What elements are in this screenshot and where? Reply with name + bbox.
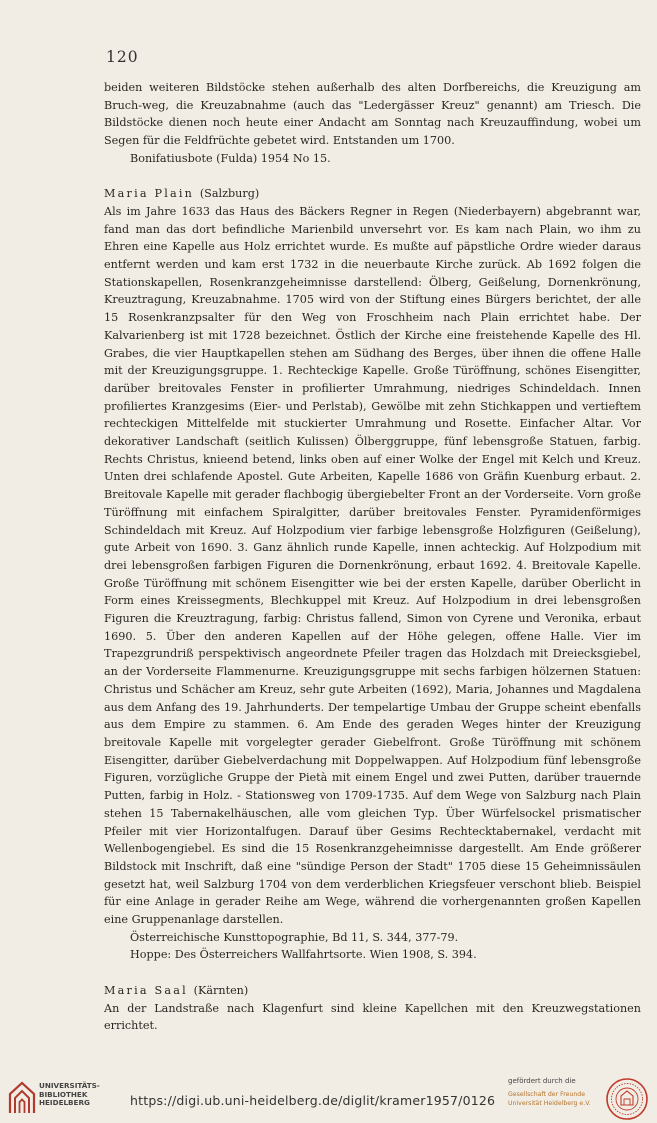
reference-line: Bonifatiusbote (Fulda) 1954 No 15. <box>130 151 331 165</box>
body-paragraph: Als im Jahre 1633 das Haus des Bäckers Regner in Regen (Niederbayern) abgebrannt war, fand man das dort befindliche Marienbild unversehrt vor. Es kam nach Plain, wo ihm zu Ehren eine Kapelle aus Holz errichtet wurde. Es mußte auf päpstliche Ordre wieder daraus entfernt werden und kam erst 1732 in die neuerbaute Kirche zurück. Ab 1692 folgen die Stationskapellen, Rosenkranzgeheimnisse darstellend: Ölberg, Geißelung, Dornenkrönung, Kreuztragung, Kreuzabnahme. 1705 wird von der Stiftung eines Bürgers berichtet, der alle 15 Rosenkranzpsalter für den Weg von Froschheim nach Plain errichtet habe. Der Kalvarienberg ist mit 1728 bezeichnet. Östlich der Kirche eine freistehende Kapelle des Hl. Grabes, die vier Hauptkapellen stehen am Südhang des Berges, über ihnen die offene Halle mit der Kreuzigungsgruppe. 1. Rechteckige Kapelle. Große Türöffnung, schönes Eisengitter, darüber breitovales Fenster in profilierter Umrahmung, niedriges Schindeldach. Innen profiliertes Kranzgesims (Eier- und Perlstab), Gewölbe mit zehn Stichkappen und vertieftem rechteckigen Mittelfelde mit stuckierter Umrahmung und Rosette. Einfacher Altar. Vor dekorativer Landschaft (seitlich Kulissen) Ölberggruppe, fünf lebensgroße Statuen, farbig. Rechts Christus, knieend betend, links oben auf einer Wolke der Engel mit Kelch und Kreuz. Unten drei schlafende Apostel. Gute Arbeiten, Kapelle 1686 von Gräfin Kuenburg erbaut. 2. Breitovale Kapelle mit gerader flachbogig übergiebelter Front an der Vorderseite. Vorn große Türöffnung mit einfachem Spiralgitter, darüber breitovales Fenster. Pyramidenförmiges Schindeldach mit Kreuz. Auf Holzpodium vier farbige lebensgroße Holzfiguren (Geißelung), gute Arbeit von 1690. 3. Ganz ähnlich runde Kapelle, innen achteckig. Auf Holzpodium mit drei lebensgroßen farbigen Figuren die Dornenkrönung, erbaut 1692. 4. Breitovale Kapelle. Große Türöffnung mit schönem Eisengitter wie bei der ersten Kapelle, darüber Oberlicht in Form eines Kreissegments, Blechkuppel mit Kreuz. Auf Holzpodium in drei lebensgroßen Figuren die Kreuztragung, farbig: Christus fallend, Simon von Cyrene und Veronika, erbaut 1690. 5. Über den anderen Kapellen auf der Höhe gelegen, offene Halle. Vier im Trapezgrundriß perspektivisch angeordnete Pfeiler tragen das Holzdach mit Dreiecksgiebel, an der Vorderseite Flammenurne. Kreuzigungsgruppe mit sechs farbigen hölzernen Statuen: Christus und Schächer am Kreuz, sehr gute Arbeiten (1692), Maria, Johannes und Magdalena aus dem Anfang des 19. Jahrhunderts. Der tempelartige Umbau der Gruppe scheint ebenfalls aus dem Empire zu stammen. 6. Am Ende des geraden Weges hinter der Kreuzigung breitovale Kapelle mit vorgelegter gerader Giebelfront. Große Türöffnung mit schönem Eisengitter, darüber Giebelverdachung mit Doppelwappen. Auf Holzpodium fünf lebensgroße Figuren, vorzügliche Gruppe der Pietà mit einem Engel und zwei Putten, darüber trauernde Putten, farbig in Holz. - Stationsweg von 1709-1735. Auf dem Wege von Salzburg nach Plain stehen 15 Tabernakelhäuschen, alle vom gleichen Typ. Über Würfelsockel prismatischer Pfeiler mit vier Horizontalfugen. Darauf über Gesims Rechtecktabernakel, verdacht mit Wellenbogengiebel. Es sind die 15 Rosenkranzgeheimnisse dargestellt. Am Ende größerer Bildstock mit Inschrift, daß eine "sündige Person der Stadt" 1705 diese 15 Geheimnissäulen gesetzt hat, weil Salzburg 1704 von dem verderblichen Kriegsfeuer verschont blieb. Beispiel für eine Anlage in gerader Reihe am Wege, während die vorhergenannten großen Kapellen eine Gruppenanlage darstellen. <box>104 204 641 927</box>
spacer <box>104 168 641 186</box>
library-logo-icon <box>6 1080 38 1116</box>
spacer <box>104 964 641 982</box>
reference-line: Hoppe: Des Österreichers Wallfahrtsorte. Wien 1908, S. 394. <box>130 948 477 962</box>
entry-region: (Kärnten) <box>193 983 249 997</box>
page-number: 120 <box>106 48 139 66</box>
library-name-line: HEIDELBERG <box>39 1098 90 1108</box>
university-seal-icon <box>605 1077 649 1121</box>
entry-heading <box>104 982 641 1000</box>
entry-heading <box>104 185 641 203</box>
sponsor-name-line: Gesellschaft der Freunde <box>508 1091 586 1098</box>
library-name-line: BIBLIOTHEK <box>39 1089 88 1099</box>
footer <box>0 1074 657 1123</box>
document-body <box>104 79 641 1035</box>
permalink-url[interactable]: https://digi.ub.uni-heidelberg.de/diglit/kramer1957/0126 <box>130 1093 496 1108</box>
entry-place-name: Maria Plain <box>104 187 195 201</box>
reference-line: Österreichische Kunsttopographie, Bd 11, S. 344, 377-79. <box>130 930 459 944</box>
body-paragraph: An der Landstraße nach Klagenfurt sind kleine Kapellchen mit den Kreuzwegstationen errichtet. <box>104 1001 641 1033</box>
entry-region: (Salzburg) <box>199 187 260 201</box>
sponsor-label: gefördert durch die <box>508 1077 576 1085</box>
body-paragraph: beiden weiteren Bildstöcke stehen außerhalb des alten Dorfbereichs, die Kreuzigung am Bruch-weg, die Kreuzabnahme (auch das "Ledergässer Kreuz" genannt) am Triesch. Die Bildstöcke dienen noch heute einer Andacht am Sonntag nach Kreuzauffindung, wobei um Segen für die Feldfrüchte gebetet wird. Entstanden um 1700. <box>104 81 641 148</box>
library-name-line: UNIVERSITÄTS- <box>39 1081 100 1090</box>
library-name <box>39 1082 100 1108</box>
sponsor-name-line: Universität Heidelberg e.V. <box>508 1100 591 1107</box>
sponsor-name <box>508 1090 591 1108</box>
entry-place-name: Maria Saal <box>104 983 188 997</box>
